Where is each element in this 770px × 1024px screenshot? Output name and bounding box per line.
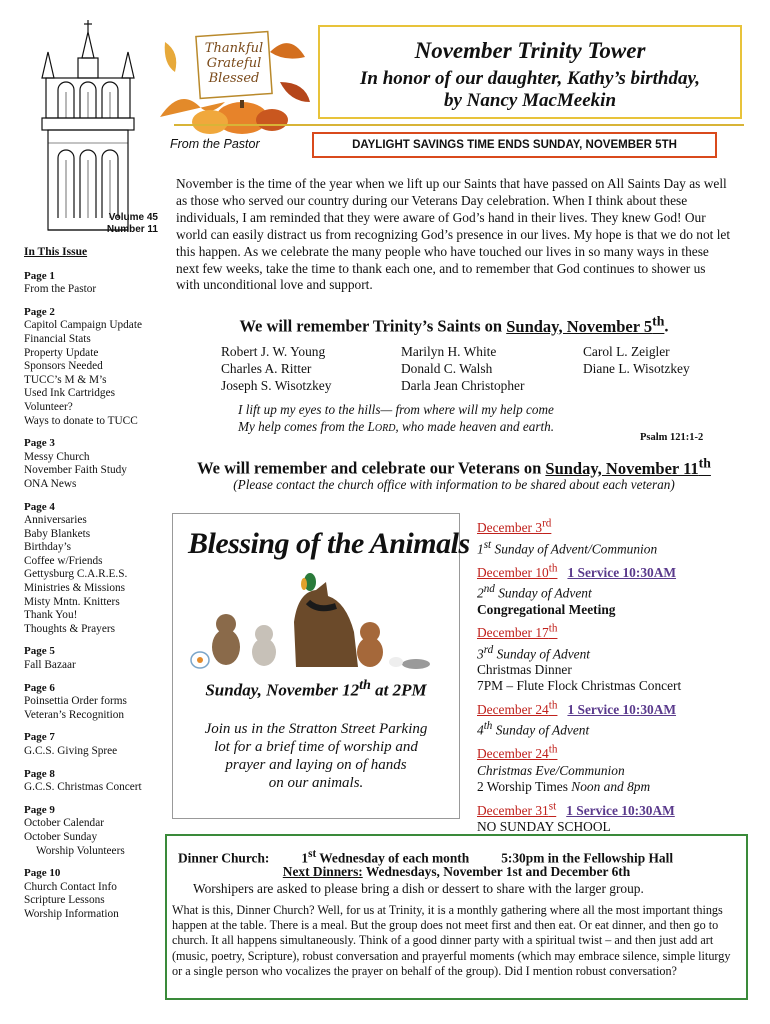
advent-line: 2 Worship Times Noon and 8pm xyxy=(477,778,651,794)
issue-item: Financial Stats xyxy=(24,332,91,345)
issue-section xyxy=(24,867,174,921)
blessing-line: on our animals. xyxy=(268,775,364,791)
issue-page-label: Page 7 xyxy=(24,731,55,744)
issue-item: Scripture Lessons xyxy=(24,894,105,907)
veterans-heading xyxy=(176,455,732,479)
veterans-date xyxy=(545,455,711,478)
issue-section xyxy=(24,306,174,428)
issue-item: Worship Information xyxy=(24,907,119,920)
dinner-label: Dinner Church: xyxy=(178,850,270,866)
issue-item: Baby Blankets xyxy=(24,527,91,540)
dedication-line-1: In honor of our daughter, Kathy’s birthday, xyxy=(360,68,700,89)
issue-page-label: Page 5 xyxy=(24,645,55,658)
saints-heading-end: . xyxy=(664,316,669,336)
advent-line: 3rd Sunday of Advent xyxy=(477,643,591,662)
advent-date: December 31st xyxy=(477,800,557,818)
title-divider xyxy=(174,124,744,126)
newsletter-title: November Trinity Tower xyxy=(414,38,646,63)
quote-lord: ORD xyxy=(374,422,396,434)
blessing-line: prayer and laying on of hands xyxy=(225,757,407,773)
issue-page-label: Page 6 xyxy=(24,681,55,694)
dinner-when-num: 1 xyxy=(301,850,309,866)
issue-item: Misty Mntn. Knitters xyxy=(24,595,120,608)
issue-item: Anniversaries xyxy=(24,514,87,527)
issue-section xyxy=(24,731,174,758)
issue-item: Ways to donate to TUCC xyxy=(24,414,138,427)
issue-item: Sponsors Needed xyxy=(24,360,103,373)
saints-date-text: Sunday, November 5 xyxy=(506,316,653,336)
advent-line: 4th Sunday of Advent xyxy=(477,720,590,738)
issue-item: Thoughts & Prayers xyxy=(24,622,115,635)
advent-line-sup: nd xyxy=(483,583,495,596)
newsletter-title-box xyxy=(318,25,742,119)
saint-name: Diane L. Wisotzkey xyxy=(583,360,690,376)
issue-item: Church Contact Info xyxy=(24,880,117,893)
advent-date-sup: st xyxy=(548,800,557,813)
issue-item: ONA News xyxy=(24,477,77,490)
saint-name: Donald C. Walsh xyxy=(401,360,493,376)
issue-sections xyxy=(24,270,174,922)
issue-item: From the Pastor xyxy=(24,283,97,296)
advent-date-sup: th xyxy=(548,622,558,635)
thankful-grateful-blessed-banner xyxy=(150,22,320,137)
pets-illustration xyxy=(186,572,448,672)
issue-item: Worship Volunteers xyxy=(36,844,125,857)
dedication-line-2: by Nancy MacMeekin xyxy=(443,90,617,111)
next-dinners-label: Next Dinners: xyxy=(282,864,363,879)
issue-section xyxy=(24,437,174,491)
quote-line-1: I lift up my eyes to the hills— from where will my help come xyxy=(238,402,554,417)
saints-heading xyxy=(176,313,732,337)
dinner-note: Worshipers are asked to please bring a dish or dessert to share with the larger group. xyxy=(193,881,644,896)
advent-line: 1st Sunday of Advent/Communion xyxy=(477,538,658,557)
advent-date-row xyxy=(477,698,747,719)
issue-item: Poinsettia Order forms xyxy=(24,695,127,708)
blessing-date xyxy=(172,677,460,701)
quote-line-2-text: My help comes from the L xyxy=(238,418,375,434)
volume: Volume 45 xyxy=(108,212,158,223)
next-dinners-dates: Wednesdays, November 1st and December 6th xyxy=(362,864,631,879)
saints-column-3 xyxy=(583,344,690,378)
issue-item: October Calendar xyxy=(24,817,104,830)
issue-item: Fall Bazaar xyxy=(24,659,76,672)
advent-line: 7PM – Flute Flock Christmas Concert xyxy=(477,678,682,694)
saint-name: Carol L. Zeigler xyxy=(583,344,670,359)
saint-name: Darla Jean Christopher xyxy=(401,377,525,393)
advent-date-sup: th xyxy=(548,743,558,756)
from-the-pastor-label: From the Pastor xyxy=(170,137,260,151)
blessing-date-sup: th xyxy=(359,677,371,693)
saints-column-1 xyxy=(221,344,331,395)
issue-section xyxy=(24,270,174,297)
advent-service: 1 Service 10:30AM xyxy=(566,802,675,818)
issue-item: G.C.S. Christmas Concert xyxy=(24,781,142,794)
blessing-date-end: at 2PM xyxy=(370,680,427,700)
advent-date-row xyxy=(477,560,747,581)
issue-item: October Sunday xyxy=(24,830,98,843)
saints-heading-text: We will remember Trinity’s Saints on xyxy=(239,316,507,336)
advent-date-sup: th xyxy=(548,562,558,575)
dinner-church-description: What is this, Dinner Church? Well, for us at Trinity, it is a monthly gathering where all the most important things happen at the table. There is a meal. But the group does not meet first and then eat. Or eat dinner, and then go to church. It all happens simultaneously. Think of a good dinner party with a spiritual twist – and then just add art (music, poetry, Scripture), robust conversation and prayerful moments (which may embrace silence, simple liturgy or a single person who vocalizes the prayer on behalf of the group). Did I mention robust conversation? xyxy=(172,903,731,978)
advent-date-row xyxy=(477,516,747,537)
advent-date: December 24th xyxy=(477,699,558,718)
issue-page-label: Page 10 xyxy=(24,867,61,880)
issue-item: Veteran’s Recognition xyxy=(24,708,125,721)
volume-number xyxy=(98,212,158,236)
veterans-heading-text: We will remember and celebrate our Veterans on xyxy=(197,458,546,478)
saints-date xyxy=(506,313,665,336)
saint-name: Joseph S. Wisotzkey xyxy=(221,377,332,393)
pastor-message: November is the time of the year when we lift up our Saints that have passed on All Saints Day as well as those who served our country during our Veterans Day celebration. When I think about these individuals, I am reminded that they were aware of God’s hand in their lives. They knew God! Our world can easily distract us from recognizing God’s presence in our lives. My hope is that we do not let this happen. As we celebrate the many people who have touched our lives in so many ways in these next few weeks, take the time to thank each one, and to remember that God continues to shower us with unconditional love and support. xyxy=(176,176,731,293)
advent-line-sup: th xyxy=(483,720,493,733)
blessing-line: lot for a brief time of worship and xyxy=(214,739,418,755)
advent-date: December 17th xyxy=(477,622,558,641)
issue-section xyxy=(24,804,174,858)
advent-service: 1 Service 10:30AM xyxy=(567,564,677,580)
issue-page-label: Page 1 xyxy=(24,269,55,282)
advent-date-row xyxy=(477,798,747,819)
issue-section xyxy=(24,682,174,723)
blessing-date-text: Sunday, November 12 xyxy=(205,680,360,700)
blessing-title: Blessing of the Animals xyxy=(188,527,470,560)
psalm-citation: Psalm 121:1-2 xyxy=(640,432,704,443)
advent-date: December 10th xyxy=(477,562,558,580)
banner-word-grateful: Grateful xyxy=(206,56,262,71)
issue-page-label: Page 4 xyxy=(24,500,55,513)
issue-section xyxy=(24,501,174,637)
banner-word-blessed: Blessed xyxy=(208,71,260,86)
issue-item: November Faith Study xyxy=(24,464,127,477)
issue-item: Messy Church xyxy=(24,450,90,463)
issue-item: Thank You! xyxy=(24,609,78,622)
advent-line: Christmas Dinner xyxy=(477,662,572,678)
blessing-description xyxy=(172,720,460,792)
issue-item: Volunteer? xyxy=(24,400,73,413)
issue-item: Ministries & Missions xyxy=(24,582,126,595)
advent-date: December 3rd xyxy=(477,518,552,536)
advent-date-sup: rd xyxy=(542,518,552,530)
quote-line-2-end: , who made heaven and earth. xyxy=(395,418,555,434)
advent-line: Congregational Meeting xyxy=(477,601,616,617)
daylight-savings-notice: DAYLIGHT SAVINGS TIME ENDS SUNDAY, NOVEMBER 5TH xyxy=(312,132,717,158)
saint-name: Robert J. W. Young xyxy=(221,344,326,359)
issue-item: Capitol Campaign Update xyxy=(24,319,142,332)
advent-date-row xyxy=(477,621,747,642)
advent-line: Christmas Eve/Communion xyxy=(477,762,625,778)
veterans-date-sup: th xyxy=(698,455,711,470)
scripture-quote xyxy=(238,402,678,437)
veterans-date-text: Sunday, November 11 xyxy=(545,458,699,478)
advent-line-italic: Noon and 8pm xyxy=(571,778,651,794)
blessing-line: Join us in the Stratton Street Parking xyxy=(204,721,428,737)
advent-date-row xyxy=(477,742,747,763)
dinner-when: Wednesday of each month xyxy=(316,850,470,866)
next-dinners xyxy=(165,864,748,880)
dinner-where: 5:30pm in the Fellowship Hall xyxy=(501,850,674,866)
issue-number: Number 11 xyxy=(106,224,158,235)
advent-service: 1 Service 10:30AM xyxy=(567,702,677,718)
in-this-issue xyxy=(24,246,174,922)
issue-section xyxy=(24,768,174,795)
issue-page-label: Page 9 xyxy=(24,803,55,816)
veterans-note: (Please contact the church office with information to be shared about each veteran) xyxy=(233,477,675,492)
in-this-issue-title: In This Issue xyxy=(24,246,88,258)
dinner-when-sup: st xyxy=(308,848,317,860)
advent-schedule xyxy=(477,516,747,835)
advent-line: 2nd Sunday of Advent xyxy=(477,583,592,601)
issue-item: Birthday’s xyxy=(24,541,72,554)
saint-name: Marilyn H. White xyxy=(401,344,497,359)
issue-item: Property Update xyxy=(24,346,99,359)
saint-name: Charles A. Ritter xyxy=(221,360,312,376)
issue-item: Gettysburg C.A.R.E.S. xyxy=(24,568,128,581)
church-tower-illustration xyxy=(28,18,168,238)
issue-page-label: Page 2 xyxy=(24,305,55,318)
issue-page-label: Page 3 xyxy=(24,437,55,450)
issue-item: TUCC’s M & M’s xyxy=(24,373,107,386)
saints-date-sup: th xyxy=(652,313,665,328)
advent-date-sup: th xyxy=(548,699,558,712)
advent-date: December 24th xyxy=(477,743,558,762)
issue-item: Coffee w/Friends xyxy=(24,554,103,567)
advent-line-sup: st xyxy=(483,538,492,551)
advent-line-sup: rd xyxy=(483,643,494,656)
banner-word-thankful: Thankful xyxy=(204,41,264,56)
saints-column-2 xyxy=(401,344,524,395)
quote-line-2 xyxy=(238,419,678,438)
issue-section xyxy=(24,645,174,672)
advent-line: NO SUNDAY SCHOOL xyxy=(477,818,611,834)
issue-item: Used Ink Cartridges xyxy=(24,387,115,400)
issue-page-label: Page 8 xyxy=(24,767,55,780)
issue-item: G.C.S. Giving Spree xyxy=(24,745,118,757)
